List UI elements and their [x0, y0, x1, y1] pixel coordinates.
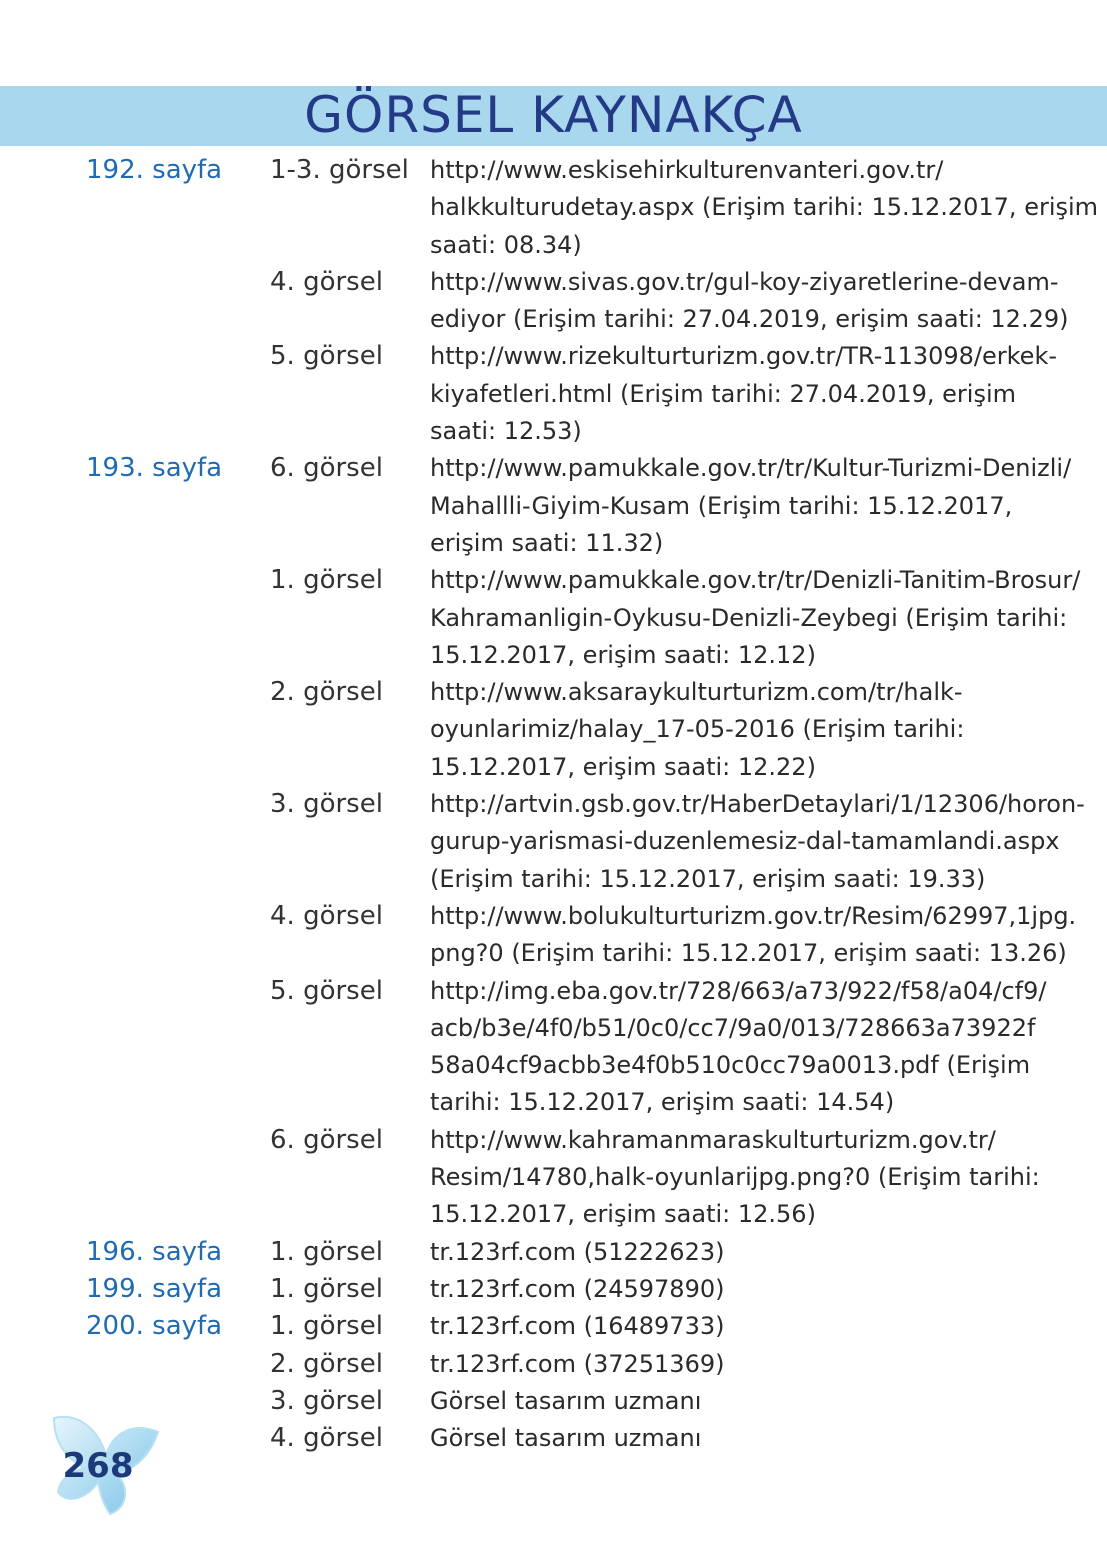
source-line: gurup-yarismasi-duzenlemesiz-dal-tamamlandi.aspx	[430, 827, 1060, 856]
reference-row	[0, 674, 1107, 786]
source-line: tr.123rf.com (51222623)	[430, 1237, 725, 1266]
reference-row	[0, 786, 1107, 898]
reference-row	[0, 338, 1107, 450]
source-text	[430, 562, 1081, 674]
source-line: tr.123rf.com (24597890)	[430, 1274, 725, 1303]
figure-label: 1. görsel	[270, 1273, 383, 1304]
source-text	[430, 1122, 1040, 1234]
page-label: 200. sayfa	[86, 1311, 223, 1342]
reference-row	[0, 562, 1107, 674]
source-text	[430, 1383, 1030, 1420]
source-line: erişim saati: 11.32)	[430, 528, 664, 557]
source-line: 15.12.2017, erişim saati: 12.22)	[430, 752, 816, 781]
source-line: http://artvin.gsb.gov.tr/HaberDetaylari/1/12306/horon-	[430, 790, 1085, 819]
source-line: ediyor (Erişim tarihi: 27.04.2019, erişim saati: 12.29)	[430, 305, 1069, 334]
source-line: 15.12.2017, erişim saati: 12.56)	[430, 1200, 816, 1229]
source-line: http://img.eba.gov.tr/728/663/a73/922/f58/a04/cf9/	[430, 976, 1047, 1005]
figure-label: 1. görsel	[270, 1236, 383, 1267]
figure-label: 3. görsel	[270, 789, 383, 820]
figure-label: 2. görsel	[270, 677, 383, 708]
source-text	[430, 1271, 1030, 1308]
reference-row	[0, 1308, 1107, 1345]
source-text	[430, 1308, 1030, 1345]
source-line: (Erişim tarihi: 15.12.2017, erişim saati: 19.33)	[430, 864, 986, 893]
source-line: http://www.pamukkale.gov.tr/tr/Kultur-Turizmi-Denizli/	[430, 454, 1072, 483]
source-line: tr.123rf.com (37251369)	[430, 1349, 725, 1378]
source-line: Resim/14780,halk-oyunlarijpg.png?0 (Erişim tarihi:	[430, 1163, 1040, 1192]
source-line: tarihi: 15.12.2017, erişim saati: 14.54)	[430, 1088, 895, 1117]
figure-label: 6. görsel	[270, 1124, 383, 1155]
source-line: 15.12.2017, erişim saati: 12.12)	[430, 640, 816, 669]
page-title: GÖRSEL KAYNAKÇA	[304, 86, 803, 144]
source-line: 58a04cf9acbb3e4f0b510c0cc79a0013.pdf (Erişim	[430, 1051, 1031, 1080]
figure-label: 1-3. görsel	[270, 155, 409, 185]
source-text	[430, 152, 1099, 264]
figure-label: 4. görsel	[270, 266, 383, 297]
figure-label: 3. görsel	[270, 1385, 383, 1416]
reference-row	[0, 450, 1107, 562]
source-line: Görsel tasarım uzmanı	[430, 1424, 702, 1453]
source-line: http://www.pamukkale.gov.tr/tr/Denizli-Tanitim-Brosur/	[430, 566, 1081, 595]
source-line: http://www.rizekulturturizm.gov.tr/TR-113098/erkek-	[430, 342, 1057, 371]
reference-row	[0, 898, 1107, 973]
source-text	[430, 973, 1047, 1122]
page-label: 192. sayfa	[86, 155, 223, 185]
page-label: 193. sayfa	[86, 453, 223, 484]
figure-label: 4. görsel	[270, 1423, 383, 1454]
source-line: saati: 08.34)	[430, 230, 582, 259]
source-text	[430, 786, 1085, 898]
figure-label: 4. görsel	[270, 900, 383, 931]
source-line: Mahallli-Giyim-Kusam (Erişim tarihi: 15.12.2017,	[430, 491, 1013, 520]
figure-label: 6. görsel	[270, 453, 383, 484]
source-line: halkkulturudetay.aspx (Erişim tarihi: 15.12.2017, erişim	[430, 193, 1099, 222]
reference-row	[0, 1420, 1107, 1457]
figure-label: 1. görsel	[270, 1311, 383, 1342]
source-text	[430, 1234, 1030, 1271]
reference-row	[0, 1234, 1107, 1271]
source-line: saati: 12.53)	[430, 417, 582, 446]
reference-row	[0, 264, 1107, 339]
source-text	[430, 450, 1072, 562]
source-line: http://www.kahramanmaraskulturturizm.gov.tr/	[430, 1125, 996, 1154]
reference-row	[0, 1346, 1107, 1383]
source-text	[430, 1420, 1030, 1457]
source-line: http://www.bolukulturturizm.gov.tr/Resim/62997,1jpg.	[430, 901, 1077, 930]
source-line: oyunlarimiz/halay_17-05-2016 (Erişim tarihi:	[430, 715, 965, 744]
source-text	[430, 264, 1069, 339]
source-text	[430, 338, 1057, 450]
source-line: kiyafetleri.html (Erişim tarihi: 27.04.2019, erişim	[430, 379, 1017, 408]
page-label: 199. sayfa	[86, 1273, 223, 1304]
page-label: 196. sayfa	[86, 1236, 223, 1267]
source-line: http://www.eskisehirkulturenvanteri.gov.tr/	[430, 156, 944, 184]
figure-label: 2. görsel	[270, 1348, 383, 1379]
reference-row	[0, 973, 1107, 1122]
figure-label: 5. görsel	[270, 975, 383, 1006]
source-text	[430, 674, 1030, 786]
reference-row	[0, 1271, 1107, 1308]
source-text	[430, 898, 1077, 973]
reference-row	[0, 152, 1107, 264]
page-number: 268	[62, 1446, 134, 1486]
source-line: png?0 (Erişim tarihi: 15.12.2017, erişim saati: 13.26)	[430, 939, 1067, 968]
source-line: Kahramanligin-Oykusu-Denizli-Zeybegi (Erişim tarihi:	[430, 603, 1068, 632]
source-line: tr.123rf.com (16489733)	[430, 1312, 725, 1341]
source-text	[430, 1346, 1030, 1383]
source-line: Görsel tasarım uzmanı	[430, 1386, 702, 1415]
reference-list	[0, 152, 1107, 1457]
figure-label: 1. görsel	[270, 565, 383, 596]
source-line: http://www.aksaraykulturturizm.com/tr/halk-	[430, 678, 963, 707]
source-line: http://www.sivas.gov.tr/gul-koy-ziyaretlerine-devam-	[430, 267, 1059, 296]
source-line: acb/b3e/4f0/b51/0c0/cc7/9a0/013/728663a73922f	[430, 1013, 1036, 1042]
reference-row	[0, 1383, 1107, 1420]
reference-row	[0, 1122, 1107, 1234]
figure-label: 5. görsel	[270, 341, 383, 372]
